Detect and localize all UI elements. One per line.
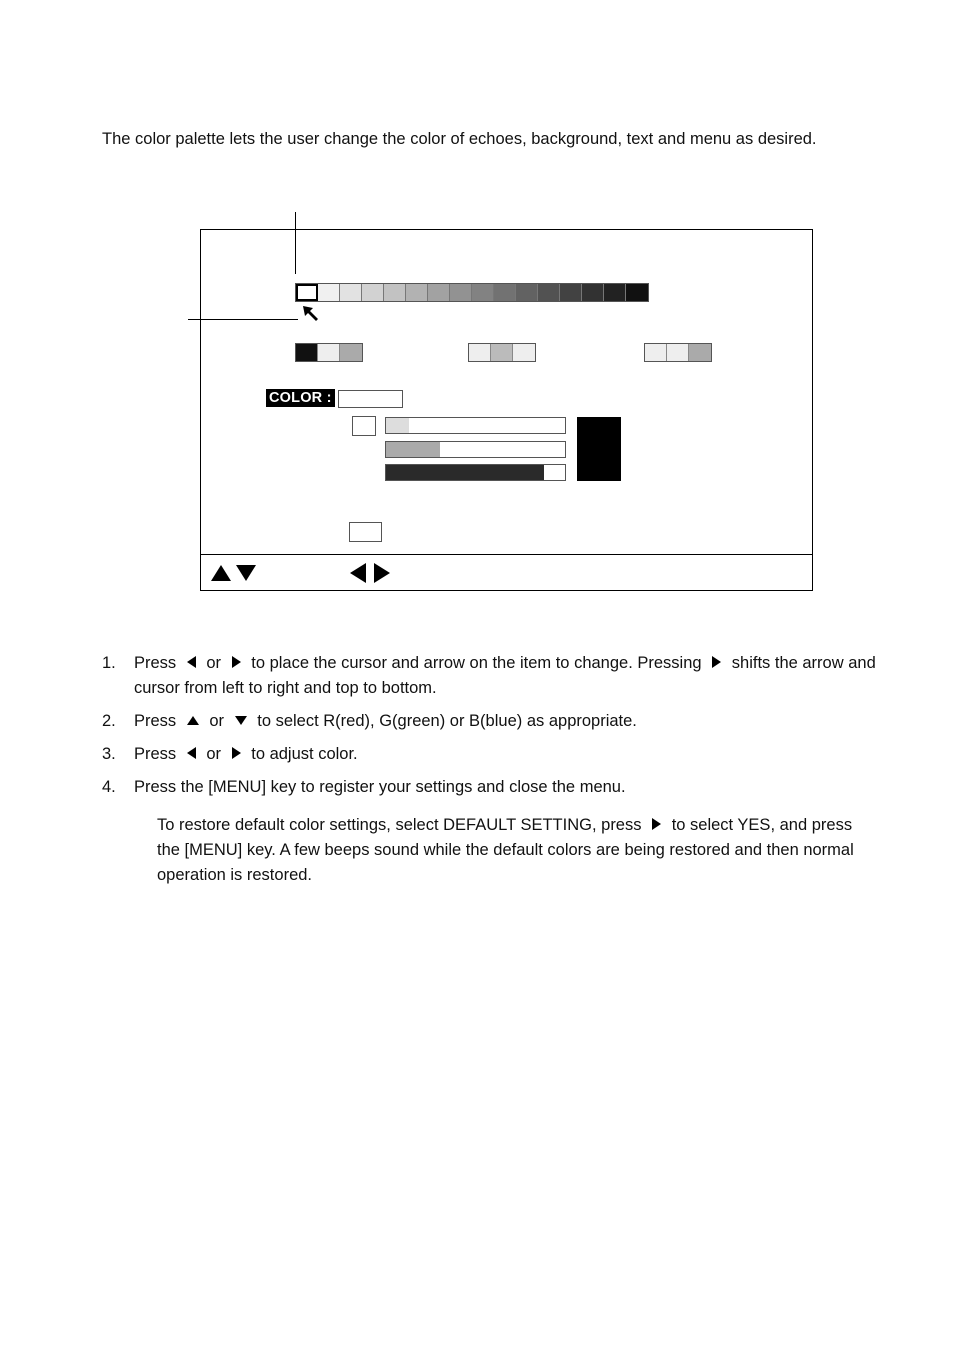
green-level-bar[interactable] xyxy=(385,441,566,458)
color-group-1[interactable] xyxy=(295,343,363,362)
note-text: to select YES, and press the [MENU] key. A few beeps sound while the default colors are being restored and then normal operation is restored. xyxy=(157,816,854,884)
color-swatch[interactable] xyxy=(582,284,604,301)
right-arrow-icon xyxy=(712,656,721,668)
step-text: Press xyxy=(134,745,177,763)
color-swatch[interactable] xyxy=(469,344,491,361)
step-text: shifts the arrow and cursor from left to right and top to bottom. xyxy=(134,654,876,697)
left-arrow-icon xyxy=(187,747,196,759)
step-text: Press xyxy=(134,654,177,672)
right-arrow-icon xyxy=(232,747,241,759)
step-number: 1. xyxy=(102,654,116,672)
up-arrow-icon xyxy=(187,716,199,725)
color-label: COLOR : xyxy=(266,389,335,407)
step-text: Press the [MENU] key to register your settings and close the menu. xyxy=(134,778,626,796)
step-1 xyxy=(102,651,882,701)
color-swatch[interactable] xyxy=(472,284,494,301)
color-swatch[interactable] xyxy=(494,284,516,301)
color-swatch[interactable] xyxy=(626,284,648,301)
color-swatch[interactable] xyxy=(296,284,318,301)
step-number: 2. xyxy=(102,712,116,730)
down-arrow-icon xyxy=(235,716,247,725)
color-swatch[interactable] xyxy=(384,284,406,301)
step-3 xyxy=(102,742,882,767)
color-swatch[interactable] xyxy=(318,344,340,361)
echo-color-strip[interactable] xyxy=(295,283,649,302)
left-right-arrows-icon xyxy=(348,561,392,585)
step-number: 3. xyxy=(102,745,116,763)
blue-level-fill xyxy=(386,465,544,480)
color-swatch[interactable] xyxy=(450,284,472,301)
color-swatch[interactable] xyxy=(689,344,711,361)
color-preview xyxy=(577,417,621,481)
right-arrow-icon xyxy=(232,656,241,668)
color-swatch[interactable] xyxy=(560,284,582,301)
step-text: Press xyxy=(134,712,177,730)
step-number: 4. xyxy=(102,778,116,796)
color-group-3[interactable] xyxy=(644,343,712,362)
step-text: or xyxy=(206,654,222,672)
color-swatch[interactable] xyxy=(667,344,689,361)
color-swatch[interactable] xyxy=(406,284,428,301)
color-swatch[interactable] xyxy=(318,284,340,301)
color-swatch[interactable] xyxy=(513,344,535,361)
intro-paragraph: The color palette lets the user change the color of echoes, background, text and menu as desired. xyxy=(102,130,817,148)
right-arrow-icon xyxy=(652,818,661,830)
color-group-2[interactable] xyxy=(468,343,536,362)
color-swatch[interactable] xyxy=(340,284,362,301)
color-swatch[interactable] xyxy=(516,284,538,301)
step-4 xyxy=(102,775,882,800)
default-setting-note xyxy=(157,813,869,888)
green-level-fill xyxy=(386,442,440,457)
color-swatch[interactable] xyxy=(296,344,318,361)
color-name-field[interactable] xyxy=(338,390,403,408)
cursor-arrow-icon xyxy=(302,305,320,323)
step-text: or xyxy=(206,745,222,763)
menu-divider xyxy=(201,554,812,555)
color-swatch[interactable] xyxy=(428,284,450,301)
color-swatch[interactable] xyxy=(491,344,513,361)
procedure-steps xyxy=(102,651,882,808)
rgb-selector-box[interactable] xyxy=(352,416,376,436)
step-text: or xyxy=(209,712,225,730)
blue-level-bar[interactable] xyxy=(385,464,566,481)
default-setting-box[interactable] xyxy=(349,522,382,542)
step-text: to adjust color. xyxy=(251,745,358,763)
color-swatch[interactable] xyxy=(604,284,626,301)
red-level-fill xyxy=(386,418,409,433)
color-swatch[interactable] xyxy=(645,344,667,361)
color-swatch[interactable] xyxy=(538,284,560,301)
color-swatch[interactable] xyxy=(340,344,362,361)
left-arrow-icon xyxy=(187,656,196,668)
up-down-arrows-icon xyxy=(211,563,261,583)
color-swatch[interactable] xyxy=(362,284,384,301)
step-text: to select R(red), G(green) or B(blue) as appropriate. xyxy=(257,712,637,730)
note-text: To restore default color settings, select DEFAULT SETTING, press xyxy=(157,816,642,834)
step-2 xyxy=(102,709,882,734)
step-text: to place the cursor and arrow on the item to change. Pressing xyxy=(251,654,702,672)
red-level-bar[interactable] xyxy=(385,417,566,434)
